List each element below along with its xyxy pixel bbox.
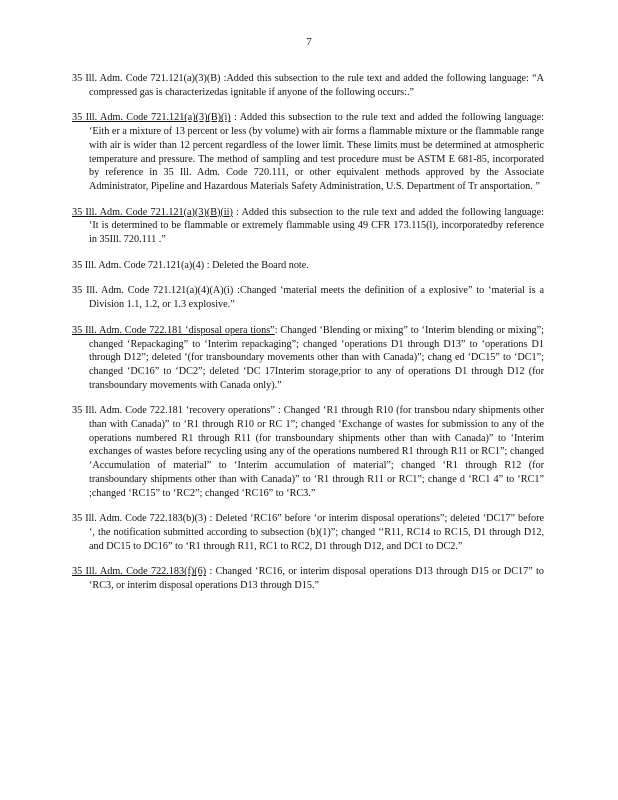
amendment-entry — [72, 259, 544, 273]
amendment-text: : Changed ‘Blending or mixing” to ‘Interim blending or mixing”; changed ‘Repackaging” to ‘Interim repackaging”; changed ‘operations D1 through D13” to ‘operations D1 through D12”; deleted ‘(for transboundary movements other than with Canada)”; chang ed ‘DC15” to ‘DC1”; changed ‘DC16” to ‘DC2”; deleted ‘DC 17Interim storage,prior to any of operations D1 through D12 (for transboundary movements with Canada only).” — [89, 324, 544, 391]
amendment-text: :Added this subsection to the rule text and added the following language: “A compressed gas is characterizedas ignitable if anyone of the following occurs:.” — [89, 73, 545, 98]
amendment-text: :Changed ‘material meets the definition of a explosive” to ‘material is a Division 1.1, 1.2, or 1.3 explosive.” — [89, 285, 544, 311]
amendment-entry — [72, 324, 544, 393]
code-citation: 35 Ill. Adm. Code 721.121(a)(4) — [72, 259, 205, 271]
amendment-entry — [72, 206, 544, 247]
amendment-text: : Deleted the Board note. — [204, 259, 309, 271]
code-citation: 35 Ill. Adm. Code 722.181 ‘recovery operations” — [72, 405, 275, 417]
code-citation: 35 Ill. Adm. Code 722.183(b)(3) — [72, 513, 207, 525]
amendment-entry — [72, 111, 544, 193]
amendment-entry — [72, 565, 544, 592]
code-citation: 35 Ill. Adm. Code 721.121(a)(3)(B)(ii) — [72, 206, 233, 218]
page-number: 7 — [306, 36, 312, 48]
amendment-text: : Deleted ‘RC16” before ‘or interim disposal operations”; deleted ‘DC17” before ‘, the notification submitted according to subsection (b)(1)”; changed ‘‘R11, RC14 to RC15, D1 through D12, and DC15 to DC16” to ‘R1 through R11, RC1 to RC2, D1 through D12, and DC1 to DC2.” — [89, 513, 544, 552]
amendment-text: : Changed ‘R1 through R10 (for transbou ndary shipments other than with Canada)” to ‘R1 through R10 or RC 1”; changed ‘Exchange of wastes for submission to any of the operations numbered R1 through R11 (for transboundary shipments other than with Canada)” to ‘Interim exchanges of wastes before recycling using any of the operations numbered R1 through R11 or RC1”; changed ‘Accumulation of material” to ‘Interim accumulation of material”; changed ‘R1 through R12 (for transboundary shipments other than with Canada)” to ‘R1 through R11 or RC1”; change d ‘RC1 4” to ‘RC1” ;changed ‘RC15” to ‘RC2”; changed ‘RC16” to ‘RC3.” — [89, 405, 544, 499]
code-citation: 35 Ill. Adm. Code 721.121(a)(4)(A)(i) — [72, 285, 234, 297]
amendment-text: : Changed ‘RC16, or interim disposal operations D13 through D15 or DC17” to ‘RC3, or interim disposal operations D13 through D15.” — [89, 566, 544, 592]
code-citation: 35 Ill. Adm. Code 722.183(f)(6) — [72, 566, 207, 578]
amendment-entry — [72, 72, 544, 99]
amendment-entry — [72, 284, 544, 311]
amendment-entry — [72, 512, 544, 553]
code-citation: 35 Ill. Adm. Code 721.121(a)(3)(B)(i) — [72, 112, 231, 124]
amendment-text: : Added this subsection to the rule text and added the following language: ‘Eith er a mixture of 13 percent or less (by volume) with air forms a flammable mixture or the flammable range with air is wider than 12 percent regardless of the lower limit. These limits must be determined at atmospheric temperature and pressure. The method of sampling and test procedure must be ASTM E 681-85, incorporated by reference in 35 Ill. Adm. Code 720.111, or other equivalent methods approved by the Associate Administrator, Pipeline and Hazardous Materials Safety Administration, U.S. Department of Tr ansportation. ” — [89, 112, 544, 192]
code-citation: 35 Ill. Adm. Code 722.181 ‘disposal opera tions” — [72, 324, 275, 336]
amendment-list — [72, 72, 544, 605]
amendment-entry — [72, 404, 544, 500]
code-citation: 35 Ill. Adm. Code 721.121(a)(3)(B) — [72, 73, 221, 84]
amendment-text: : Added this subsection to the rule text and added the following language: ‘It is determined to be flammable or extremely flammable using 49 CFR 173.115(l), incorporatedby reference in 35Ill. 720.111 .” — [89, 206, 544, 246]
